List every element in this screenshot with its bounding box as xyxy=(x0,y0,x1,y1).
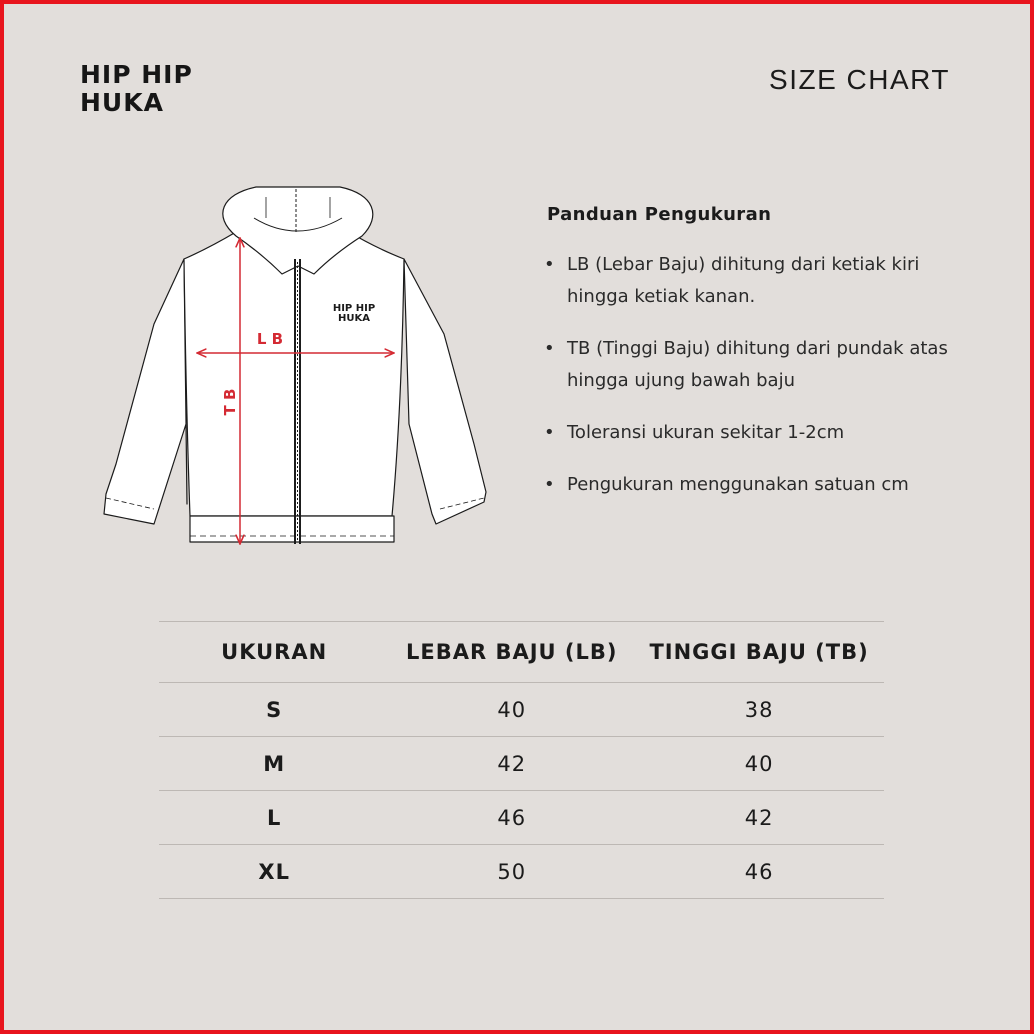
guide-item-text: LB (Lebar Baju) dihitung dari ketiak kiri hingga ketiak kanan. xyxy=(567,254,920,307)
lb-cell: 50 xyxy=(389,845,634,899)
guide-item-text: TB (Tinggi Baju) dihitung dari pundak atas hingga ujung bawah baju xyxy=(567,338,948,391)
bullet-icon: • xyxy=(544,422,555,443)
tb-cell: 40 xyxy=(634,737,884,791)
guide-item-text: Toleransi ukuran sekitar 1-2cm xyxy=(567,422,845,443)
guide-item xyxy=(544,249,984,313)
header-ukuran: UKURAN xyxy=(159,622,389,683)
page-title: SIZE CHART xyxy=(769,64,950,95)
guide-heading: Panduan Pengukuran xyxy=(547,204,772,225)
table-header-row xyxy=(159,622,884,683)
chest-logo-line1: HIP HIP xyxy=(332,303,376,314)
brand-logo-line1: HIP HIP xyxy=(80,60,193,89)
bullet-icon: • xyxy=(544,474,555,495)
size-cell: M xyxy=(159,737,389,791)
lb-label: L B xyxy=(256,330,284,348)
bullet-icon: • xyxy=(544,254,555,275)
tb-cell: 46 xyxy=(634,845,884,899)
hoodie-jacket-icon xyxy=(100,182,494,552)
tb-cell: 38 xyxy=(634,683,884,737)
guide-item-text: Pengukuran menggunakan satuan cm xyxy=(567,474,909,495)
lb-cell: 42 xyxy=(389,737,634,791)
table-row xyxy=(159,683,884,737)
guide-item xyxy=(544,469,984,501)
size-cell: L xyxy=(159,791,389,845)
lb-cell: 46 xyxy=(389,791,634,845)
brand-logo-line2: HUKA xyxy=(80,88,164,117)
lb-cell: 40 xyxy=(389,683,634,737)
tb-label: T B xyxy=(221,388,239,416)
header-lebar-baju: LEBAR BAJU (LB) xyxy=(389,622,634,683)
table-row xyxy=(159,791,884,845)
brand-logo xyxy=(80,62,200,126)
tb-cell: 42 xyxy=(634,791,884,845)
size-cell: XL xyxy=(159,845,389,899)
guide-list xyxy=(544,249,984,501)
table-row xyxy=(159,845,884,899)
table-row xyxy=(159,737,884,791)
header-tinggi-baju: TINGGI BAJU (TB) xyxy=(634,622,884,683)
chest-logo-line2: HUKA xyxy=(338,313,370,324)
guide-item xyxy=(544,417,984,449)
size-cell: S xyxy=(159,683,389,737)
guide-item xyxy=(544,333,984,397)
measurement-guide xyxy=(544,204,984,521)
bullet-icon: • xyxy=(544,338,555,359)
size-table xyxy=(159,621,884,899)
